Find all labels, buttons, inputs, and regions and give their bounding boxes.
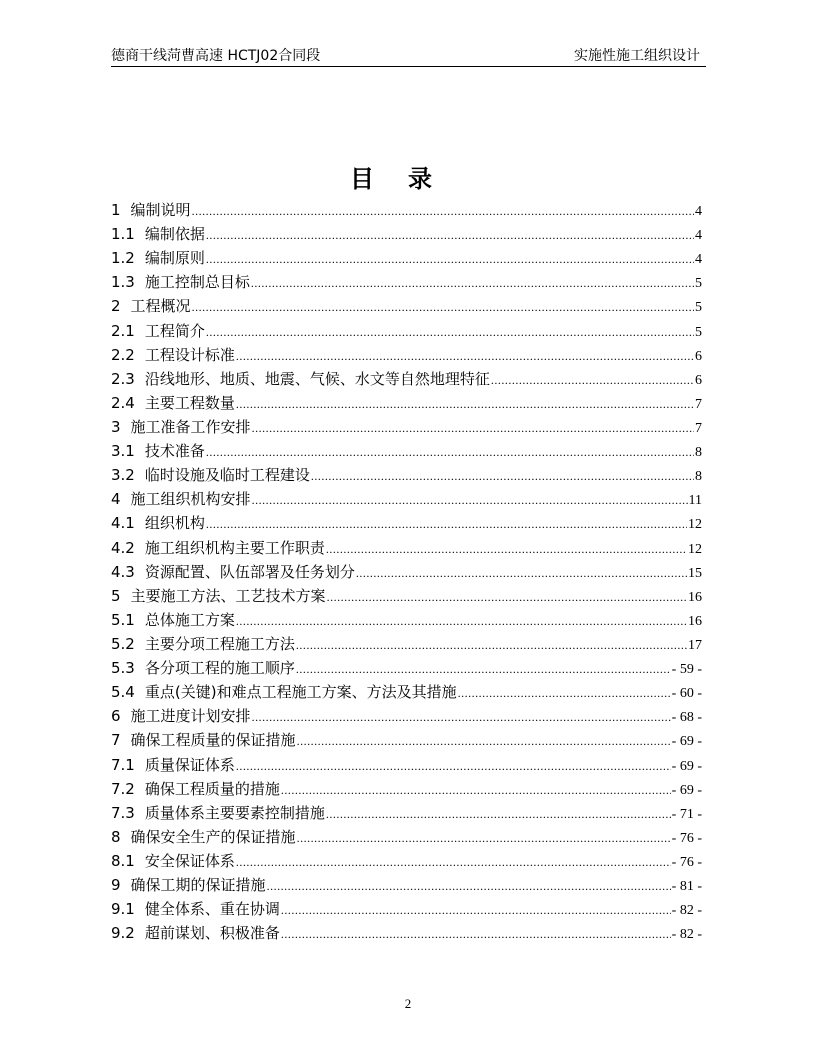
toc-entry-number: 9.2 bbox=[111, 924, 135, 943]
toc-entry-page: - 82 - bbox=[671, 903, 702, 919]
toc-leader-dots bbox=[192, 295, 694, 319]
toc-leader-dots bbox=[252, 416, 694, 440]
toc-entry-title: 组织机构 bbox=[144, 514, 205, 533]
toc-entry-title: 沿线地形、地质、地震、气候、水文等自然地理特征 bbox=[144, 369, 490, 388]
toc-entry-page: 8 bbox=[695, 469, 702, 485]
toc-entry[interactable] bbox=[111, 753, 702, 777]
toc-entry-title: 安全保证体系 bbox=[144, 851, 235, 870]
toc-leader-dots bbox=[206, 320, 694, 344]
toc-entry-page: 16 bbox=[688, 589, 702, 605]
toc-entry-title: 确保工期的保证措施 bbox=[130, 876, 266, 895]
toc-entry-page: - 69 - bbox=[671, 758, 702, 774]
toc-leader-dots bbox=[296, 657, 671, 681]
toc-leader-dots bbox=[327, 585, 687, 609]
toc-entry[interactable] bbox=[111, 294, 702, 318]
toc-leader-dots bbox=[267, 874, 671, 898]
toc-entry-page: 4 bbox=[695, 252, 702, 268]
toc-entry-number: 4.3 bbox=[111, 562, 135, 581]
toc-entry[interactable] bbox=[111, 777, 702, 801]
toc-entry-title: 确保安全生产的保证措施 bbox=[130, 827, 296, 846]
toc-entry-number: 2 bbox=[111, 297, 121, 316]
toc-leader-dots bbox=[297, 729, 671, 753]
toc-entry[interactable] bbox=[111, 343, 702, 367]
toc-entry-page: 4 bbox=[695, 228, 702, 244]
toc-entry-number: 1.1 bbox=[111, 225, 135, 244]
toc-entry-title: 超前谋划、积极准备 bbox=[144, 924, 280, 943]
toc-entry-number: 2.2 bbox=[111, 345, 135, 364]
toc-leader-dots bbox=[296, 633, 687, 657]
toc-entry[interactable] bbox=[111, 511, 702, 535]
header-document-type: 实施性施工组织设计 bbox=[574, 48, 700, 64]
toc-entry-number: 1.3 bbox=[111, 273, 135, 292]
toc-leader-dots bbox=[236, 392, 694, 416]
toc-entry-page: 6 bbox=[695, 372, 702, 388]
toc-entry-number: 6 bbox=[111, 707, 121, 726]
toc-entry[interactable] bbox=[111, 391, 702, 415]
toc-entry-title: 施工组织机构主要工作职责 bbox=[144, 538, 325, 557]
toc-leader-dots bbox=[206, 512, 687, 536]
toc-entry-number: 7.1 bbox=[111, 755, 135, 774]
toc-entry-title: 临时设施及临时工程建设 bbox=[144, 466, 310, 485]
toc-entry-number: 2.1 bbox=[111, 321, 135, 340]
toc-leader-dots bbox=[297, 826, 671, 850]
toc-entry[interactable] bbox=[111, 849, 702, 873]
toc-entry-number: 9.1 bbox=[111, 900, 135, 919]
toc-entry-page: - 69 - bbox=[671, 782, 702, 798]
toc-entry-number: 5 bbox=[111, 586, 121, 605]
toc-leader-dots bbox=[206, 247, 694, 271]
toc-entry-page: 5 bbox=[695, 300, 702, 316]
toc-entry[interactable] bbox=[111, 656, 702, 680]
toc-entry[interactable] bbox=[111, 198, 702, 222]
toc-entry-number: 9 bbox=[111, 876, 121, 895]
toc-entry[interactable] bbox=[111, 897, 702, 921]
toc-entry-page: 17 bbox=[688, 637, 702, 653]
toc-entry-page: 8 bbox=[695, 445, 702, 461]
toc-entry-number: 3.1 bbox=[111, 442, 135, 461]
toc-entry-number: 5.4 bbox=[111, 683, 135, 702]
toc-entry[interactable] bbox=[111, 222, 702, 246]
toc-entry[interactable] bbox=[111, 680, 702, 704]
toc-entry-title: 编制原则 bbox=[144, 249, 205, 268]
toc-leader-dots bbox=[206, 440, 694, 464]
page-header bbox=[111, 44, 706, 67]
toc-leader-dots bbox=[252, 488, 688, 512]
toc-entry-page: 5 bbox=[695, 324, 702, 340]
toc-entry-page: 5 bbox=[695, 276, 702, 292]
toc-entry[interactable] bbox=[111, 367, 702, 391]
toc-entry-title: 工程简介 bbox=[144, 321, 205, 340]
toc-entry-title: 工程设计标准 bbox=[144, 345, 235, 364]
toc-leader-dots bbox=[236, 754, 671, 778]
toc-entry-page: 16 bbox=[688, 613, 702, 629]
toc-entry-title: 施工组织机构安排 bbox=[130, 490, 251, 509]
toc-entry-number: 1 bbox=[111, 201, 121, 219]
header-project-name: 德商干线菏曹高速 HCTJ02合同段 bbox=[111, 48, 321, 64]
toc-entry-page: 4 bbox=[695, 204, 702, 219]
toc-entry-title: 资源配置、队伍部署及任务划分 bbox=[144, 562, 355, 581]
toc-entry-title: 施工控制总目标 bbox=[144, 273, 250, 292]
toc-entry[interactable] bbox=[111, 270, 702, 294]
toc-entry-page: - 71 - bbox=[671, 806, 702, 822]
toc-entry-title: 重点(关键)和难点工程施工方案、方法及其措施 bbox=[144, 683, 457, 702]
toc-entry[interactable] bbox=[111, 536, 702, 560]
toc-entry[interactable] bbox=[111, 246, 702, 270]
toc-entry-number: 7.2 bbox=[111, 779, 135, 798]
toc-entry-page: 6 bbox=[695, 348, 702, 364]
toc-leader-dots bbox=[251, 271, 694, 295]
toc-leader-dots bbox=[236, 850, 671, 874]
toc-entry-number: 2.4 bbox=[111, 393, 135, 412]
toc-entry[interactable] bbox=[111, 921, 702, 945]
toc-entry-number: 3 bbox=[111, 417, 121, 436]
toc-leader-dots bbox=[326, 802, 671, 826]
toc-entry-number: 2.3 bbox=[111, 369, 135, 388]
toc-entry-page: 11 bbox=[688, 493, 702, 509]
table-of-contents bbox=[111, 198, 702, 945]
toc-entry-page: 15 bbox=[688, 565, 702, 581]
toc-entry-page: - 76 - bbox=[671, 830, 702, 846]
toc-entry-title: 主要分项工程施工方法 bbox=[144, 634, 295, 653]
toc-leader-dots bbox=[281, 922, 671, 946]
toc-entry-number: 7 bbox=[111, 731, 121, 750]
toc-leader-dots bbox=[236, 609, 687, 633]
toc-entry[interactable] bbox=[111, 487, 702, 511]
toc-leader-dots bbox=[236, 344, 694, 368]
toc-entry[interactable] bbox=[111, 560, 702, 584]
toc-entry-title: 质量体系主要要素控制措施 bbox=[144, 803, 325, 822]
toc-entry-number: 5.1 bbox=[111, 610, 135, 629]
toc-leader-dots bbox=[281, 898, 671, 922]
toc-entry-number: 5.2 bbox=[111, 634, 135, 653]
toc-entry-page: - 69 - bbox=[671, 734, 702, 750]
toc-entry-number: 3.2 bbox=[111, 466, 135, 485]
toc-entry-title: 质量保证体系 bbox=[144, 755, 235, 774]
toc-entry[interactable] bbox=[111, 415, 702, 439]
toc-entry-page: 7 bbox=[695, 396, 702, 412]
toc-entry-number: 8 bbox=[111, 827, 121, 846]
toc-entry-page: - 68 - bbox=[671, 710, 702, 726]
toc-entry-title: 各分项工程的施工顺序 bbox=[144, 659, 295, 678]
toc-entry-number: 4.2 bbox=[111, 538, 135, 557]
toc-leader-dots bbox=[252, 705, 671, 729]
toc-entry-title: 总体施工方案 bbox=[144, 610, 235, 629]
toc-entry[interactable] bbox=[111, 873, 702, 897]
toc-entry[interactable] bbox=[111, 439, 702, 463]
toc-entry-title: 施工准备工作安排 bbox=[130, 417, 251, 436]
toc-entry-title: 确保工程质量的措施 bbox=[144, 779, 280, 798]
toc-entry[interactable] bbox=[111, 704, 702, 728]
toc-entry-number: 4 bbox=[111, 490, 121, 509]
toc-leader-dots bbox=[206, 223, 694, 247]
toc-entry[interactable] bbox=[111, 825, 702, 849]
toc-entry-title: 技术准备 bbox=[144, 442, 205, 461]
toc-entry-title: 健全体系、重在协调 bbox=[144, 900, 280, 919]
toc-entry-page: 12 bbox=[688, 517, 702, 533]
toc-leader-dots bbox=[192, 199, 694, 223]
toc-entry-page: 7 bbox=[695, 420, 702, 436]
page-number: 2 bbox=[404, 996, 412, 1011]
toc-entry[interactable] bbox=[111, 801, 702, 825]
toc-entry[interactable] bbox=[111, 584, 702, 608]
toc-leader-dots bbox=[311, 464, 694, 488]
toc-leader-dots bbox=[356, 561, 687, 585]
toc-entry-page: - 60 - bbox=[671, 686, 702, 702]
toc-entry-page: - 76 - bbox=[671, 854, 702, 870]
toc-entry-number: 4.1 bbox=[111, 514, 135, 533]
toc-entry-page: - 82 - bbox=[671, 927, 702, 943]
toc-leader-dots bbox=[491, 368, 694, 392]
toc-entry-page: - 59 - bbox=[671, 662, 702, 678]
toc-entry-title: 确保工程质量的保证措施 bbox=[130, 731, 296, 750]
toc-leader-dots bbox=[458, 681, 671, 705]
toc-entry-title: 主要施工方法、工艺技术方案 bbox=[130, 586, 326, 605]
toc-entry-title: 主要工程数量 bbox=[144, 393, 235, 412]
toc-leader-dots bbox=[281, 778, 671, 802]
toc-entry[interactable] bbox=[111, 608, 702, 632]
toc-entry-number: 8.1 bbox=[111, 851, 135, 870]
toc-entry-title: 施工进度计划安排 bbox=[130, 707, 251, 726]
toc-entry-title: 工程概况 bbox=[130, 297, 191, 316]
toc-entry[interactable] bbox=[111, 728, 702, 752]
toc-entry-number: 5.3 bbox=[111, 659, 135, 678]
toc-entry[interactable] bbox=[111, 632, 702, 656]
toc-title: 目录 bbox=[350, 165, 466, 193]
toc-entry-title: 编制依据 bbox=[144, 225, 205, 244]
toc-entry-title: 编制说明 bbox=[130, 201, 191, 219]
toc-entry-number: 1.2 bbox=[111, 249, 135, 268]
toc-entry-page: - 81 - bbox=[671, 879, 702, 895]
toc-entry[interactable] bbox=[111, 319, 702, 343]
toc-entry-number: 7.3 bbox=[111, 803, 135, 822]
toc-entry[interactable] bbox=[111, 463, 702, 487]
toc-leader-dots bbox=[326, 537, 687, 561]
toc-entry-page: 12 bbox=[688, 541, 702, 557]
